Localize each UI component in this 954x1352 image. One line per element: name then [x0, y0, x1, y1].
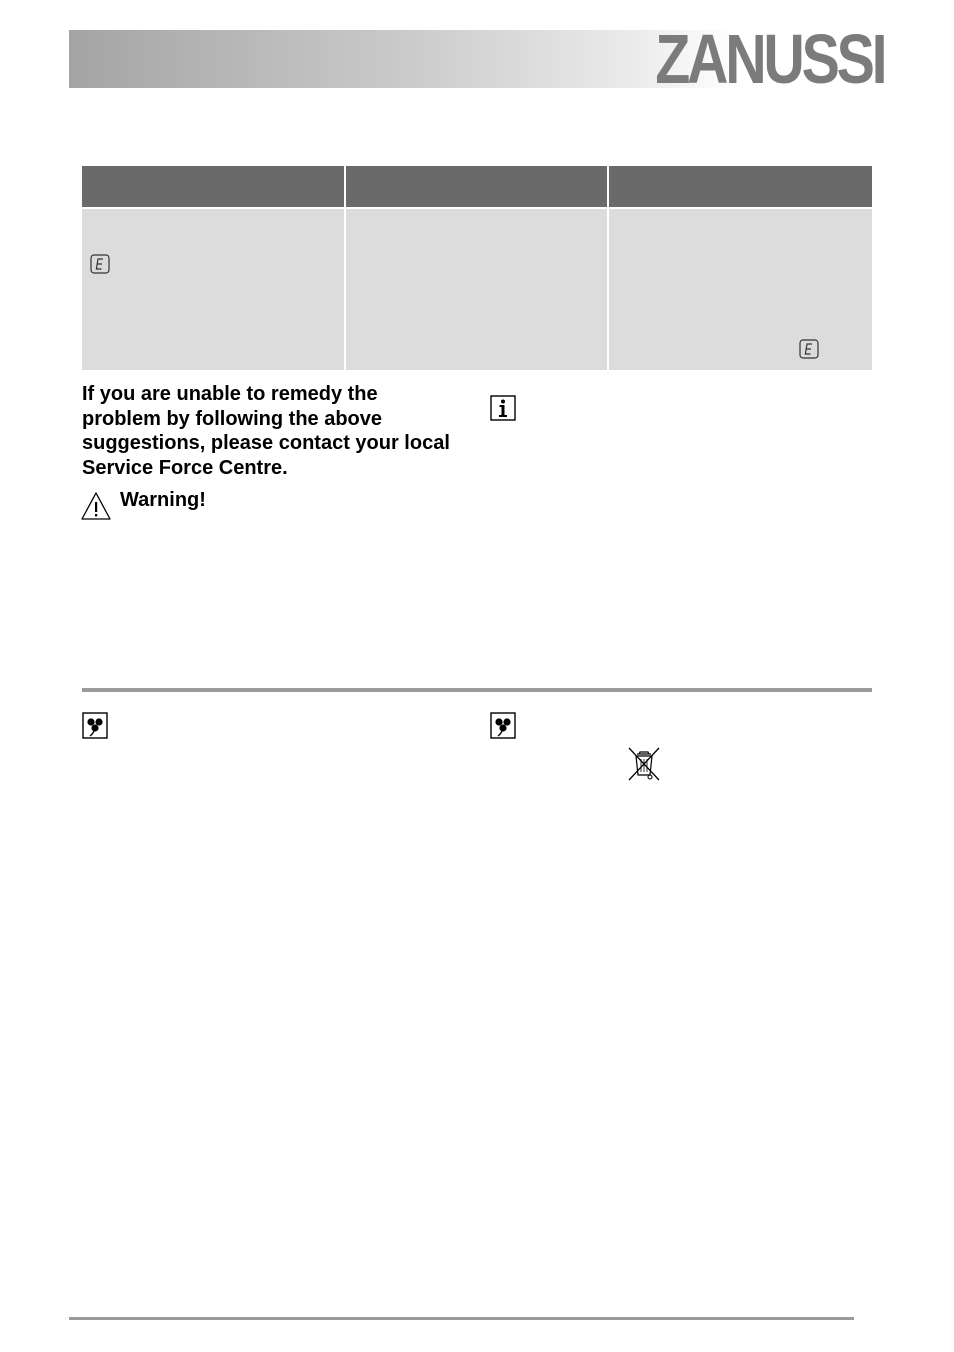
- e-display-icon: [90, 254, 110, 274]
- table-header-cell-3: [609, 166, 872, 207]
- shamrock-icon: [490, 712, 516, 739]
- crossed-out-wheelie-bin-icon: [627, 746, 661, 782]
- table-row: [82, 209, 872, 370]
- warning-label: Warning!: [120, 489, 206, 511]
- table-cell-2: [346, 209, 607, 370]
- brand-logo: ZANUSSI: [655, 20, 884, 98]
- footer-rule: [69, 1317, 854, 1320]
- shamrock-icon: [82, 712, 108, 739]
- table-header-cell-1: [82, 166, 344, 207]
- table-cell-3: [609, 209, 872, 370]
- troubleshooting-table: [82, 166, 872, 370]
- table-header-row: [82, 166, 872, 207]
- warning-triangle-icon: [80, 491, 112, 521]
- table-cell-1: [82, 209, 344, 370]
- info-icon: [490, 395, 516, 421]
- contact-service-text: If you are unable to remedy the problem by following the above suggestions, please contact your local Service Force Centre.: [82, 383, 450, 479]
- e-display-icon: [799, 339, 819, 359]
- table-header-cell-2: [346, 166, 607, 207]
- section-divider: [82, 688, 872, 692]
